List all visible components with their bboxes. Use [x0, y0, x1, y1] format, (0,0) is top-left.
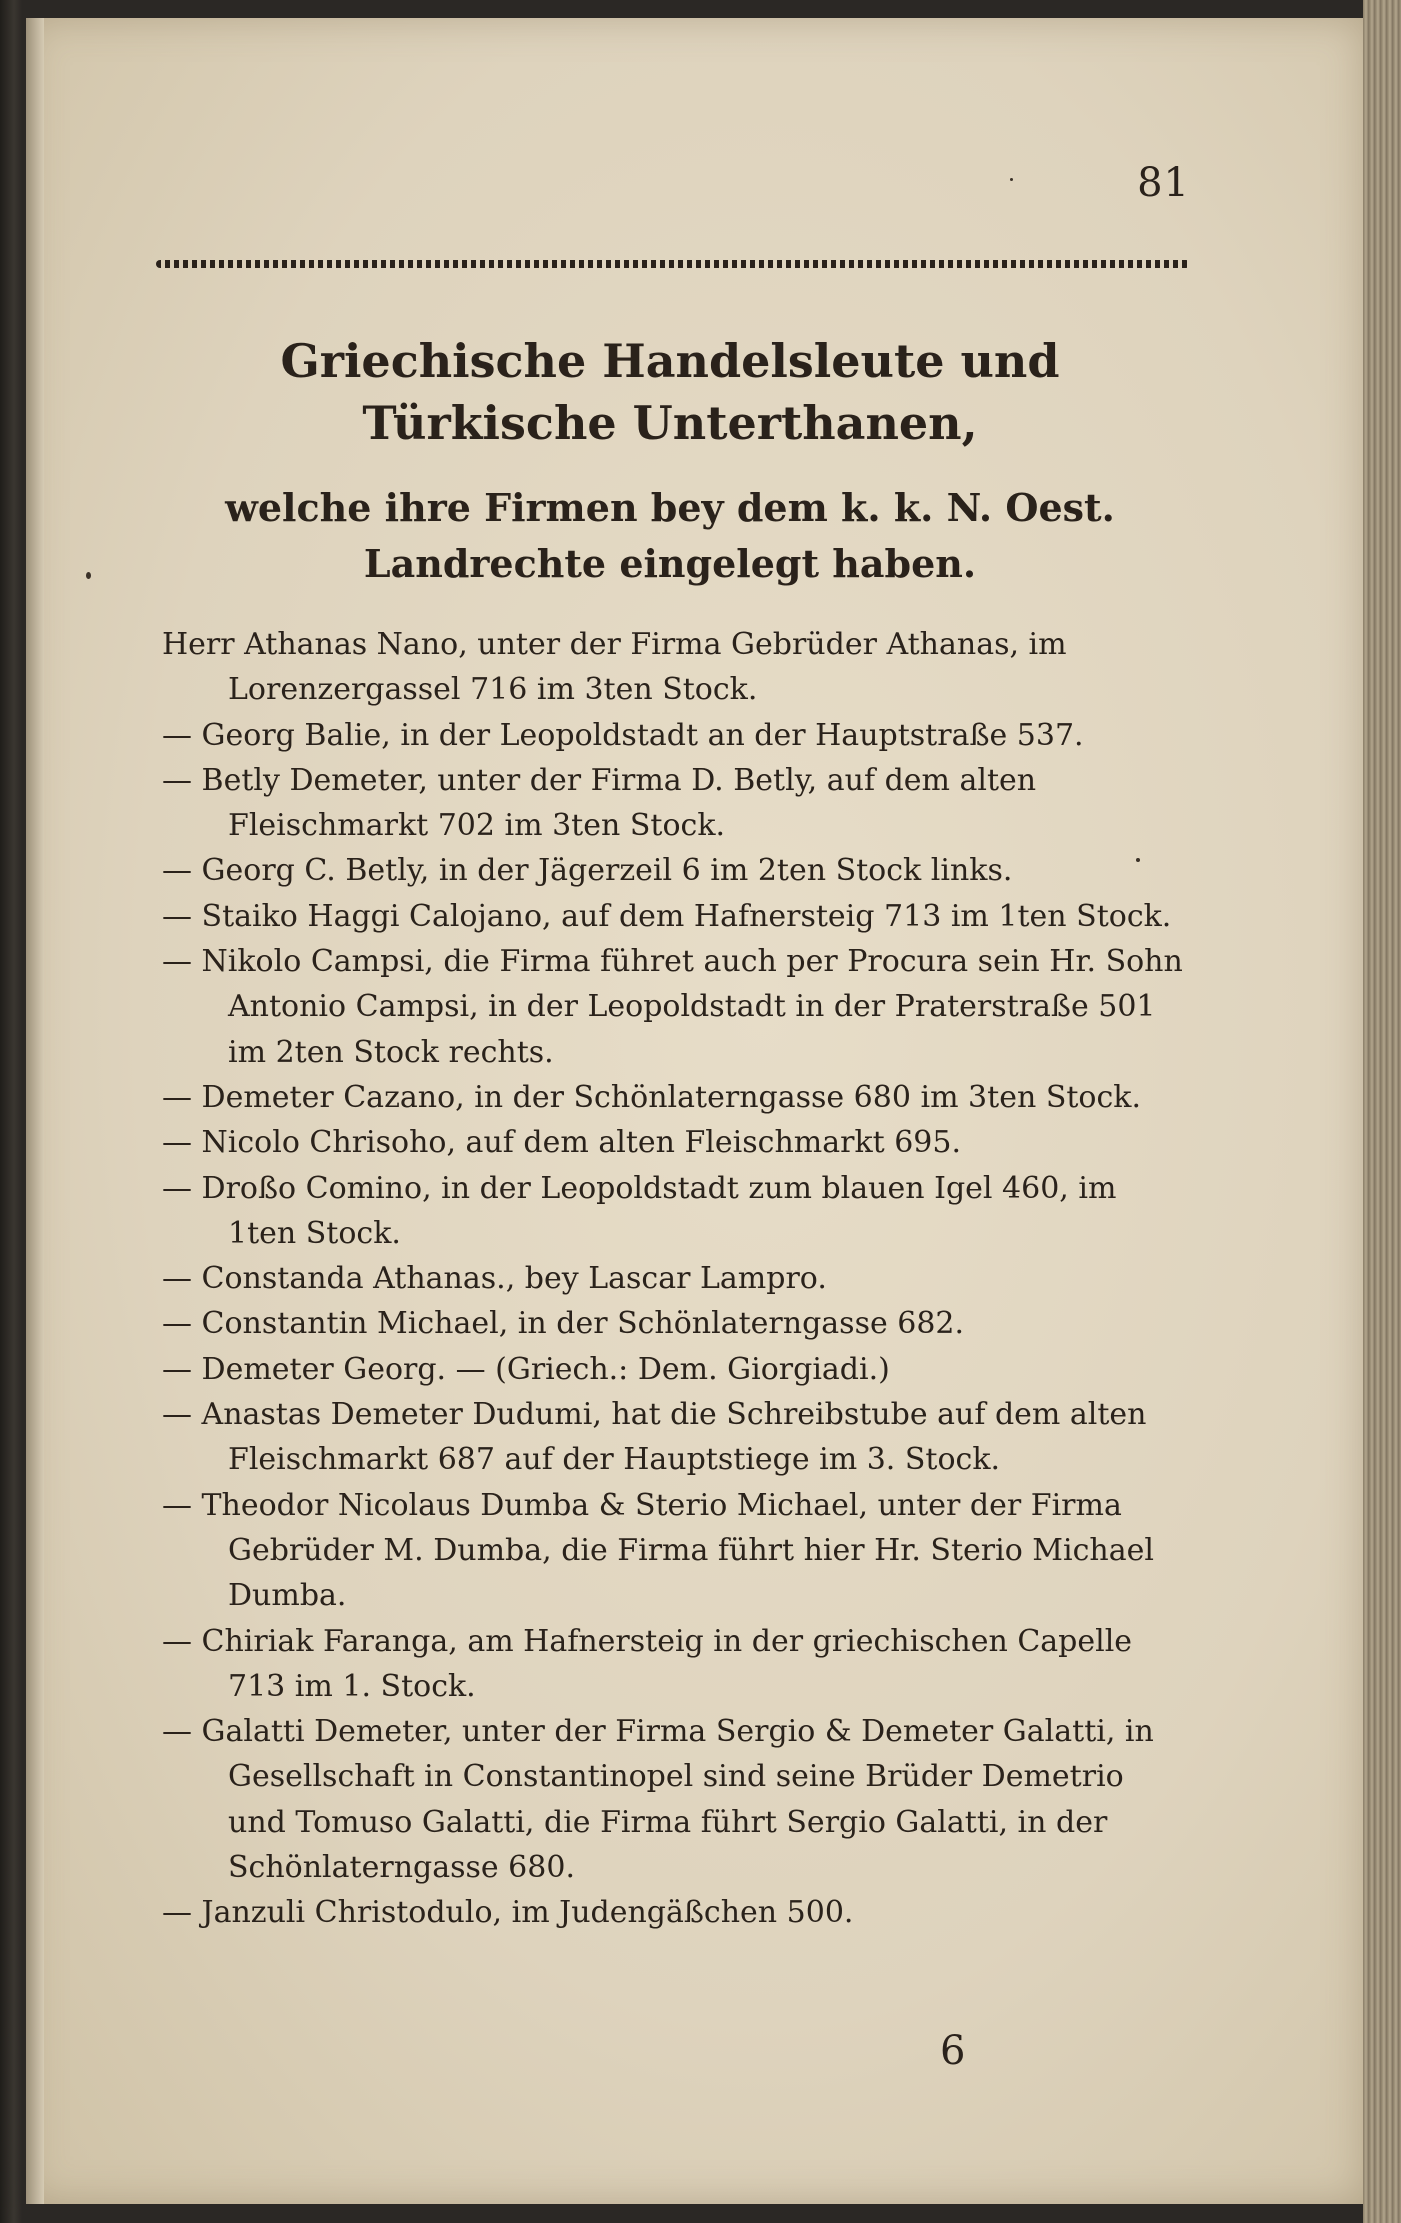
page-edges: [1363, 0, 1401, 2223]
signature-mark: 6: [940, 2028, 966, 2074]
list-item: — Staiko Haggi Calojano, auf dem Hafnersteig 713 im 1ten Stock.: [162, 898, 1172, 934]
list-item: Herr Athanas Nano, unter der Firma Gebrüder Athanas, im Lorenzergassel 716 im 3ten Stock.: [162, 627, 1067, 708]
book-gutter: [26, 18, 44, 2204]
heading-title: Griechische Handelsleute und Türkische Unterthanen,: [280, 334, 1060, 450]
list-item: — Nikolo Campsi, die Firma führet auch per Procura sein Hr. Sohn Antonio Campsi, in der Leopoldstadt in der Praterstraße 501 im 2ten Stock rechts.: [162, 944, 1183, 1070]
page-number: 81: [1137, 160, 1190, 206]
list-item: — Constanda Athanas., bey Lascar Lampro.: [162, 1261, 827, 1297]
paper-speck: [1010, 178, 1013, 181]
paper-speck: [1136, 858, 1140, 862]
list-item: — Georg Balie, in der Leopoldstadt an der Hauptstraße 537.: [162, 717, 1084, 753]
list-item: — Demeter Cazano, in der Schönlaterngasse 680 im 3ten Stock.: [162, 1079, 1141, 1115]
list-item: — Betly Demeter, unter der Firma D. Betly, auf dem alten Fleischmarkt 702 im 3ten Stock.: [162, 762, 1037, 844]
list-item: — Constantin Michael, in der Schönlaterngasse 682.: [162, 1306, 965, 1342]
merchant-list: [162, 622, 1190, 1936]
list-item: — Chiriak Faranga, am Hafnersteig in der griechischen Capelle 713 im 1. Stock.: [162, 1623, 1133, 1704]
list-item: — Janzuli Christodulo, im Judengäßchen 500.: [162, 1895, 854, 1931]
list-item: — Anastas Demeter Dudumi, hat die Schreibstube auf dem alten Fleischmarkt 687 auf der Hauptstiege im 3. Stock.: [162, 1397, 1147, 1478]
heading-subtitle: welche ihre Firmen bey dem k. k. N. Oest. Landrechte eingelegt haben.: [225, 485, 1115, 586]
list-item: — Theodor Nicolaus Dumba & Sterio Michael, unter der Firma Gebrüder M. Dumba, die Firma führt hier Hr. Sterio Michael Dumba.: [162, 1487, 1154, 1614]
list-item: — Georg C. Betly, in der Jägerzeil 6 im 2ten Stock links.: [162, 853, 1013, 889]
ornamental-rule: [156, 260, 1190, 268]
list-item: — Nicolo Chrisoho, auf dem alten Fleischmarkt 695.: [162, 1125, 962, 1161]
list-item: — Galatti Demeter, unter der Firma Sergio & Demeter Galatti, in Gesellschaft in Constantinopel sind seine Brüder Demetrio und Tomuso Galatti, die Firma führt Sergio Galatti, in der Schönlaterngasse 680.: [162, 1714, 1154, 1886]
paper-speck: [86, 572, 91, 579]
list-item: — Demeter Georg. — (Griech.: Dem. Giorgiadi.): [162, 1351, 890, 1387]
list-item: — Droßo Comino, in der Leopoldstadt zum blauen Igel 460, im 1ten Stock.: [162, 1170, 1117, 1251]
